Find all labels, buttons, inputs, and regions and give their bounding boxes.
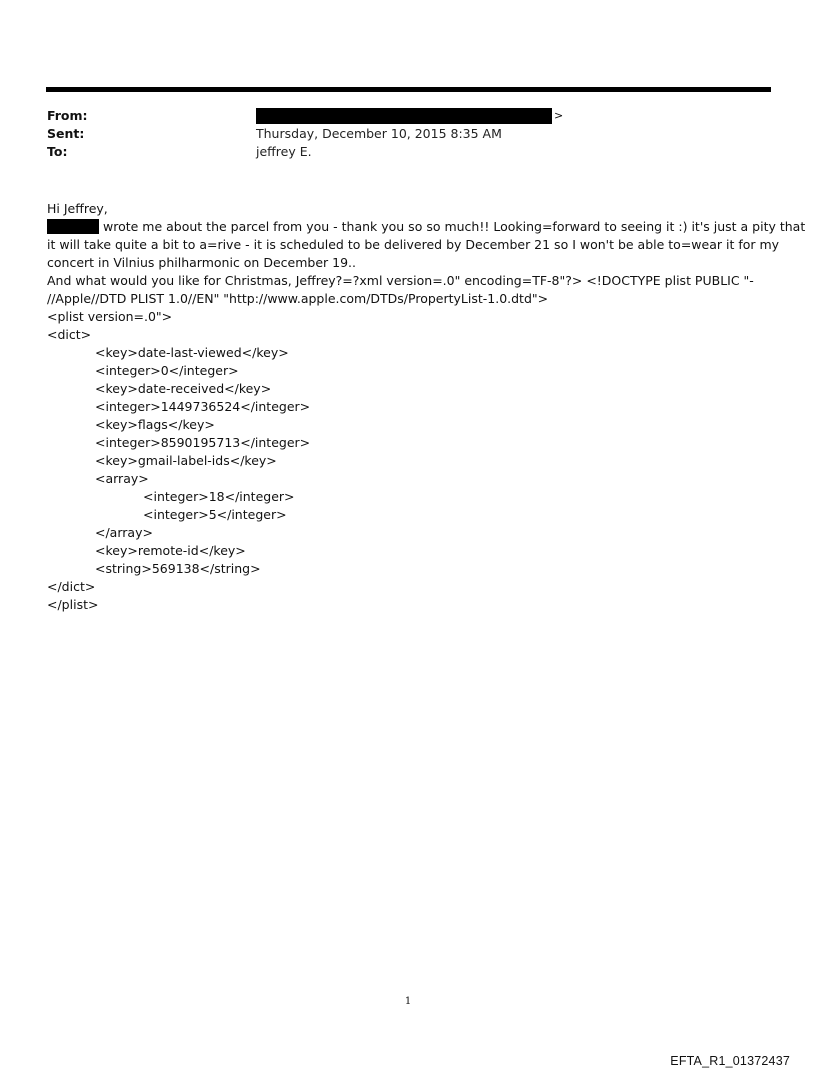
plist-line: <integer>18</integer> — [143, 489, 295, 504]
plist-line: </dict> — [47, 579, 96, 594]
plist-line: <key>flags</key> — [95, 417, 215, 432]
from-suffix: > — [554, 109, 564, 122]
plist-line: <integer>1449736524</integer> — [95, 399, 311, 414]
document-id: EFTA_R1_01372437 — [670, 1054, 790, 1068]
plist-line: <integer>0</integer> — [95, 363, 239, 378]
body-line: concert in Vilnius philharmonic on December 19.. — [47, 255, 356, 270]
body-line: And what would you like for Christmas, Jeffrey?=?xml version=.0" encoding=TF-8"?> <!DOCTYPE plist PUBLIC "- — [47, 273, 754, 288]
email-body — [47, 200, 806, 614]
header-divider — [46, 87, 771, 92]
from-label: From: — [47, 108, 88, 123]
redacted-sender — [256, 108, 552, 124]
body-line: //Apple//DTD PLIST 1.0//EN" "http://www.apple.com/DTDs/PropertyList-1.0.dtd"> — [47, 291, 549, 306]
plist-line: <plist version=.0"> — [47, 309, 173, 324]
plist-block — [47, 308, 777, 614]
plist-line: <integer>5</integer> — [143, 507, 287, 522]
plist-line: <array> — [95, 471, 149, 486]
plist-line: <key>remote-id</key> — [95, 543, 246, 558]
to-label: To: — [47, 144, 68, 159]
plist-line: <dict> — [47, 327, 92, 342]
sent-label: Sent: — [47, 126, 85, 141]
sent-value: Thursday, December 10, 2015 8:35 AM — [256, 126, 502, 141]
plist-line: <key>date-received</key> — [95, 381, 272, 396]
plist-line: <integer>8590195713</integer> — [95, 435, 311, 450]
body-line: it will take quite a bit to a=rive - it is scheduled to be delivered by December 21 so I won't be able to=wear it for my — [47, 237, 780, 252]
to-value: jeffrey E. — [256, 144, 312, 159]
body-text: wrote me about the parcel from you - thank you so so much!! Looking=forward to seeing it :) it's just a pity that — [103, 219, 806, 234]
plist-line: <key>date-last-viewed</key> — [95, 345, 289, 360]
plist-line: <string>569138</string> — [95, 561, 261, 576]
page-number: 1 — [404, 996, 412, 1007]
plist-line: </plist> — [47, 597, 99, 612]
body-line — [47, 218, 806, 236]
redacted-name — [47, 219, 99, 234]
plist-line: <key>gmail-label-ids</key> — [95, 453, 277, 468]
plist-line: </array> — [95, 525, 153, 540]
greeting: Hi Jeffrey, — [47, 201, 108, 216]
